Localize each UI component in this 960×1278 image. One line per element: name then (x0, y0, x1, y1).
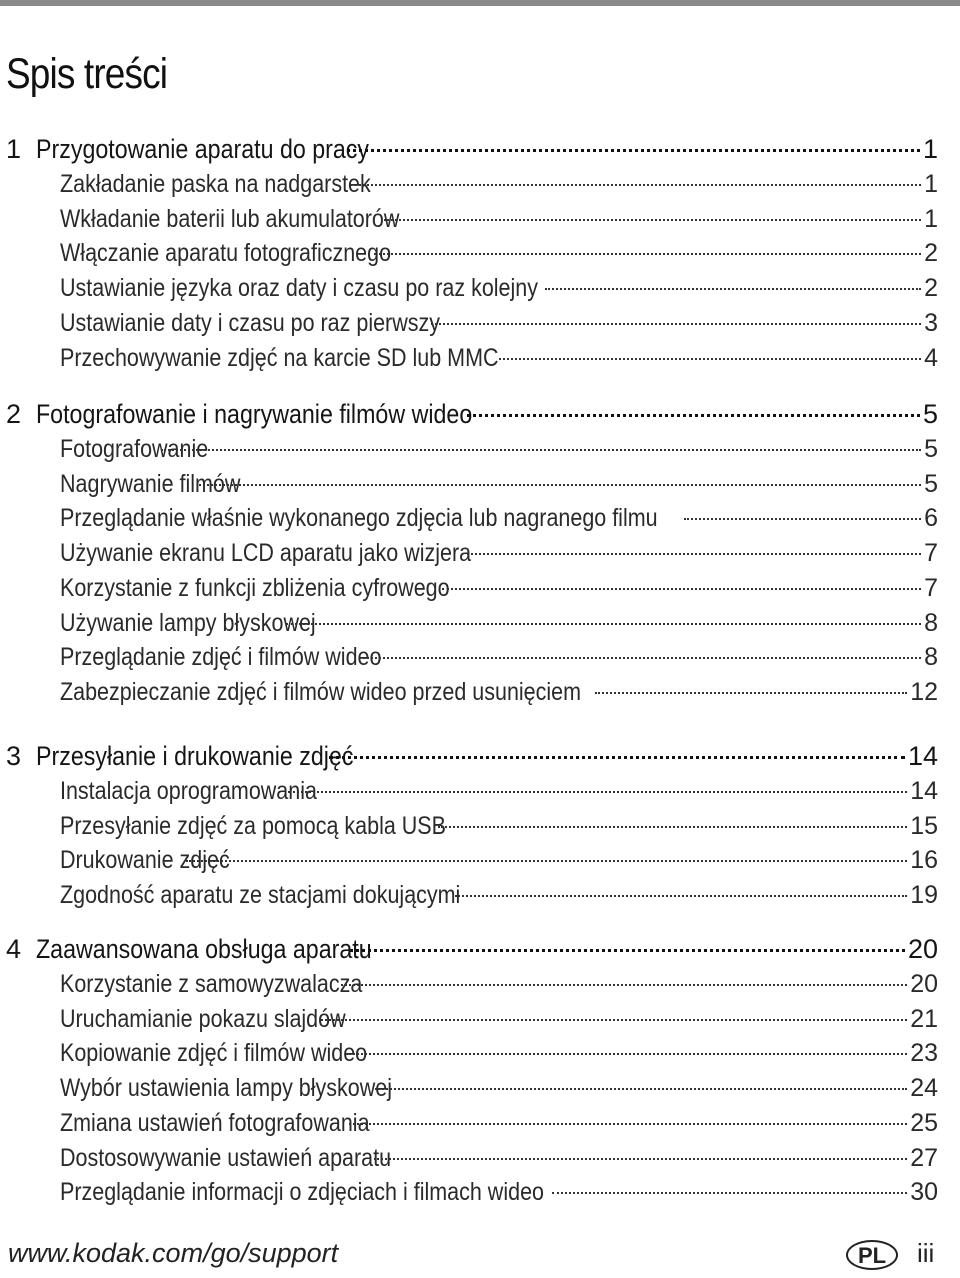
section-title: Korzystanie z funkcji zbliżenia cyfrowego (60, 573, 450, 602)
toc-section-item[interactable] (60, 270, 938, 306)
section-title: Przeglądanie właśnie wykonanego zdjęcia lub nagranego filmu (60, 504, 658, 533)
section-title: Ustawianie języka oraz daty i czasu po raz kolejny (60, 274, 538, 303)
dot-leader (595, 692, 907, 694)
dot-leader (349, 1123, 907, 1125)
section-page-number: 23 (910, 1039, 938, 1068)
toc-chapter-3[interactable] (6, 738, 938, 774)
dot-leader (186, 860, 907, 862)
dot-leader (684, 518, 921, 520)
toc-section-item[interactable] (60, 1001, 938, 1037)
dot-leader (438, 826, 907, 828)
toc-section-item[interactable] (60, 466, 938, 502)
toc-chapter-1[interactable] (6, 131, 938, 167)
toc-section-item[interactable] (60, 773, 938, 809)
section-page-number: 3 (924, 308, 938, 337)
toc-section-item[interactable] (60, 431, 938, 467)
toc-section-item[interactable] (60, 842, 938, 878)
section-title: Drukowanie zdjęć (60, 846, 230, 875)
dot-leader (161, 449, 921, 451)
toc-section-item[interactable] (60, 340, 938, 376)
dot-leader (329, 756, 905, 759)
section-title: Zgodność aparatu ze stacjami dokującymi (60, 881, 461, 910)
section-page-number: 24 (910, 1074, 938, 1103)
chapter-title: Przygotowanie aparatu do pracy (36, 134, 370, 164)
dot-leader (455, 895, 908, 897)
section-page-number: 14 (910, 777, 938, 805)
chapter-number: 4 (6, 934, 22, 964)
section-title: Zakładanie paska na nadgarstek (60, 170, 371, 198)
section-title: Przechowywanie zdjęć na karcie SD lub MMC (60, 343, 499, 372)
dot-leader (375, 1088, 907, 1090)
dot-leader (347, 149, 920, 152)
section-page-number: 1 (924, 170, 938, 198)
section-page-number: 15 (910, 811, 938, 840)
support-url[interactable]: www.kodak.com/go/support (8, 1238, 339, 1268)
section-title: Używanie ekranu LCD aparatu jako wizjera (60, 539, 472, 568)
section-page-number: 5 (924, 435, 938, 463)
chapter-title: Fotografowanie i nagrywanie filmów wideo (36, 399, 473, 429)
section-title: Instalacja oprogramowania (60, 777, 317, 805)
dot-leader (431, 323, 921, 325)
section-page-number: 7 (924, 573, 938, 602)
toc-section-item[interactable] (60, 877, 938, 913)
chapter-page-number: 20 (907, 934, 938, 964)
dot-leader (350, 949, 905, 952)
section-page-number: 7 (924, 539, 938, 568)
section-page-number: 27 (910, 1143, 938, 1172)
section-page-number: 25 (910, 1108, 938, 1137)
toc-section-item[interactable] (60, 166, 938, 202)
dot-leader (499, 358, 921, 360)
section-title: Korzystanie z samowyzwalacza (60, 970, 363, 998)
section-title: Dostosowywanie ustawień aparatu (60, 1143, 392, 1172)
section-title: Uruchamianie pokazu slajdów (60, 1004, 346, 1033)
toc-section-item[interactable] (60, 201, 938, 237)
chapter-page-number: 1 (922, 134, 938, 164)
section-page-number: 19 (910, 881, 938, 910)
dot-leader (346, 1053, 907, 1055)
section-page-number: 8 (924, 608, 938, 637)
dot-leader (374, 253, 921, 255)
section-page-number: 21 (910, 1004, 938, 1033)
chapter-page-number: 5 (922, 399, 938, 429)
section-page-number: 6 (924, 504, 938, 533)
dot-leader (467, 553, 921, 555)
toc-chapter-2[interactable] (6, 396, 938, 432)
toc-section-item[interactable] (60, 1070, 938, 1106)
dot-leader (374, 1158, 907, 1160)
dot-leader (363, 657, 921, 659)
chapter-title: Przesyłanie i drukowanie zdjęć (36, 741, 354, 771)
language-badge: PL (846, 1240, 898, 1270)
section-title: Przeglądanie zdjęć i filmów wideo (60, 643, 382, 672)
section-title: Wkładanie baterii lub akumulatorów (60, 204, 400, 233)
toc-section-item[interactable] (60, 674, 938, 710)
chapter-number: 1 (6, 134, 22, 164)
section-page-number: 12 (910, 677, 938, 706)
toc-section-item[interactable] (60, 639, 938, 675)
dot-leader (384, 219, 921, 221)
toc-section-item[interactable] (60, 535, 938, 571)
section-title: Fotografowanie (60, 435, 209, 463)
section-title: Zmiana ustawień fotografowania (60, 1108, 370, 1137)
section-page-number: 16 (910, 846, 938, 875)
toc-section-item[interactable] (60, 808, 938, 844)
section-page-number: 2 (924, 239, 938, 268)
toc-section-item[interactable] (60, 1105, 938, 1141)
section-title: Ustawianie daty i czasu po raz pierwszy (60, 308, 440, 337)
dot-leader (467, 414, 920, 417)
dot-leader (341, 984, 908, 986)
top-rule (0, 0, 960, 6)
section-page-number: 8 (924, 643, 938, 672)
toc-section-item[interactable] (60, 1174, 938, 1210)
toc-chapter-4[interactable] (6, 931, 938, 967)
toc-section-item[interactable] (60, 1035, 938, 1071)
chapter-title: Zaawansowana obsługa aparatu (36, 934, 372, 964)
chapter-page-number: 14 (907, 741, 938, 771)
chapter-number: 2 (6, 399, 22, 429)
section-title: Używanie lampy błyskowej (60, 608, 316, 637)
section-page-number: 5 (924, 469, 938, 498)
section-page-number: 4 (924, 343, 938, 372)
dot-leader (321, 1019, 907, 1021)
dot-leader (552, 1192, 907, 1194)
section-title: Wybór ustawienia lampy błyskowej (60, 1074, 393, 1103)
dot-leader (545, 288, 921, 290)
toc-section-item[interactable] (60, 1140, 938, 1176)
toc-section-item[interactable] (60, 570, 938, 606)
section-title: Przesyłanie zdjęć za pomocą kabla USB (60, 811, 446, 840)
dot-leader (199, 484, 921, 486)
chapter-number: 3 (6, 741, 22, 771)
toc-section-item[interactable] (60, 966, 938, 1002)
section-page-number: 20 (910, 970, 938, 998)
toc-section-item[interactable] (60, 500, 938, 536)
toc-section-item[interactable] (60, 305, 938, 341)
toc-section-item[interactable] (60, 235, 938, 271)
footer-page-number: iii (917, 1238, 935, 1268)
section-title: Kopiowanie zdjęć i filmów wideo (60, 1039, 368, 1068)
section-title: Przeglądanie informacji o zdjęciach i filmach wideo (60, 1178, 544, 1207)
section-page-number: 30 (910, 1178, 938, 1207)
dot-leader (350, 184, 921, 186)
dot-leader (286, 623, 921, 625)
toc-section-item[interactable] (60, 605, 938, 641)
section-page-number: 1 (924, 204, 938, 233)
dot-leader (288, 791, 907, 793)
section-title: Zabezpieczanie zdjęć i filmów wideo przed usunięciem (60, 677, 582, 706)
section-title: Nagrywanie filmów (60, 469, 241, 498)
section-page-number: 2 (924, 274, 938, 303)
section-title: Włączanie aparatu fotograficznego (60, 239, 392, 268)
dot-leader (442, 588, 921, 590)
page-title: Spis treści (6, 50, 168, 98)
